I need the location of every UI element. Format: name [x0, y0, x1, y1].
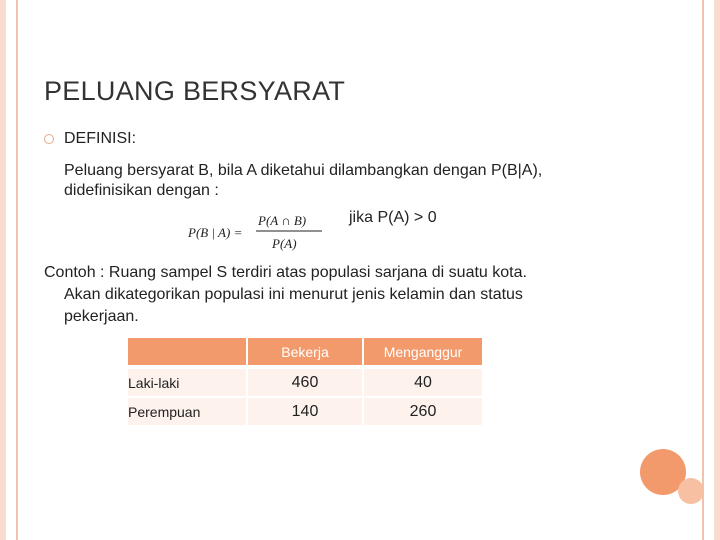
formula-denominator: P(A): [272, 236, 297, 251]
table-header-corner: [128, 338, 247, 367]
definition-line-2: didefinisikan dengan :: [64, 182, 219, 199]
slide-title: PELUANG BERSYARAT: [44, 76, 346, 106]
table-header-bekerja: Bekerja: [247, 338, 363, 367]
table-header-row: [128, 338, 482, 367]
formula-numerator: P(A ∩ B): [258, 213, 307, 228]
table-row: [128, 397, 482, 425]
conditional-probability-formula: [188, 210, 328, 254]
decorative-circle-small: [678, 478, 704, 504]
table-cell-menganggur: 260: [363, 397, 482, 425]
definition-line-1: Peluang bersyarat B, bila A diketahui dilambangkan dengan P(B|A),: [64, 162, 543, 179]
table-row-label: Laki-laki: [128, 367, 247, 397]
right-rail: [714, 0, 720, 540]
table-row: [128, 367, 482, 397]
example-line-1: Contoh : Ruang sampel S terdiri atas populasi sarjana di suatu kota.: [44, 264, 527, 281]
definition-heading: DEFINISI:: [64, 130, 137, 147]
table-cell-menganggur: 40: [363, 367, 482, 397]
example-line-2: Akan dikategorikan populasi ini menurut jenis kelamin dan status: [64, 286, 523, 303]
condition-text: jika P(A) > 0: [349, 209, 437, 226]
example-line-3: pekerjaan.: [64, 308, 139, 325]
table-header-menganggur: Menganggur: [363, 338, 482, 367]
left-rail: [0, 0, 6, 540]
bullet-icon: [44, 134, 54, 144]
table-cell-bekerja: 140: [247, 397, 363, 425]
table-cell-bekerja: 460: [247, 367, 363, 397]
population-table: [128, 338, 482, 425]
formula-lhs: P(B | A) =: [188, 225, 243, 240]
table-row-label: Perempuan: [128, 397, 247, 425]
